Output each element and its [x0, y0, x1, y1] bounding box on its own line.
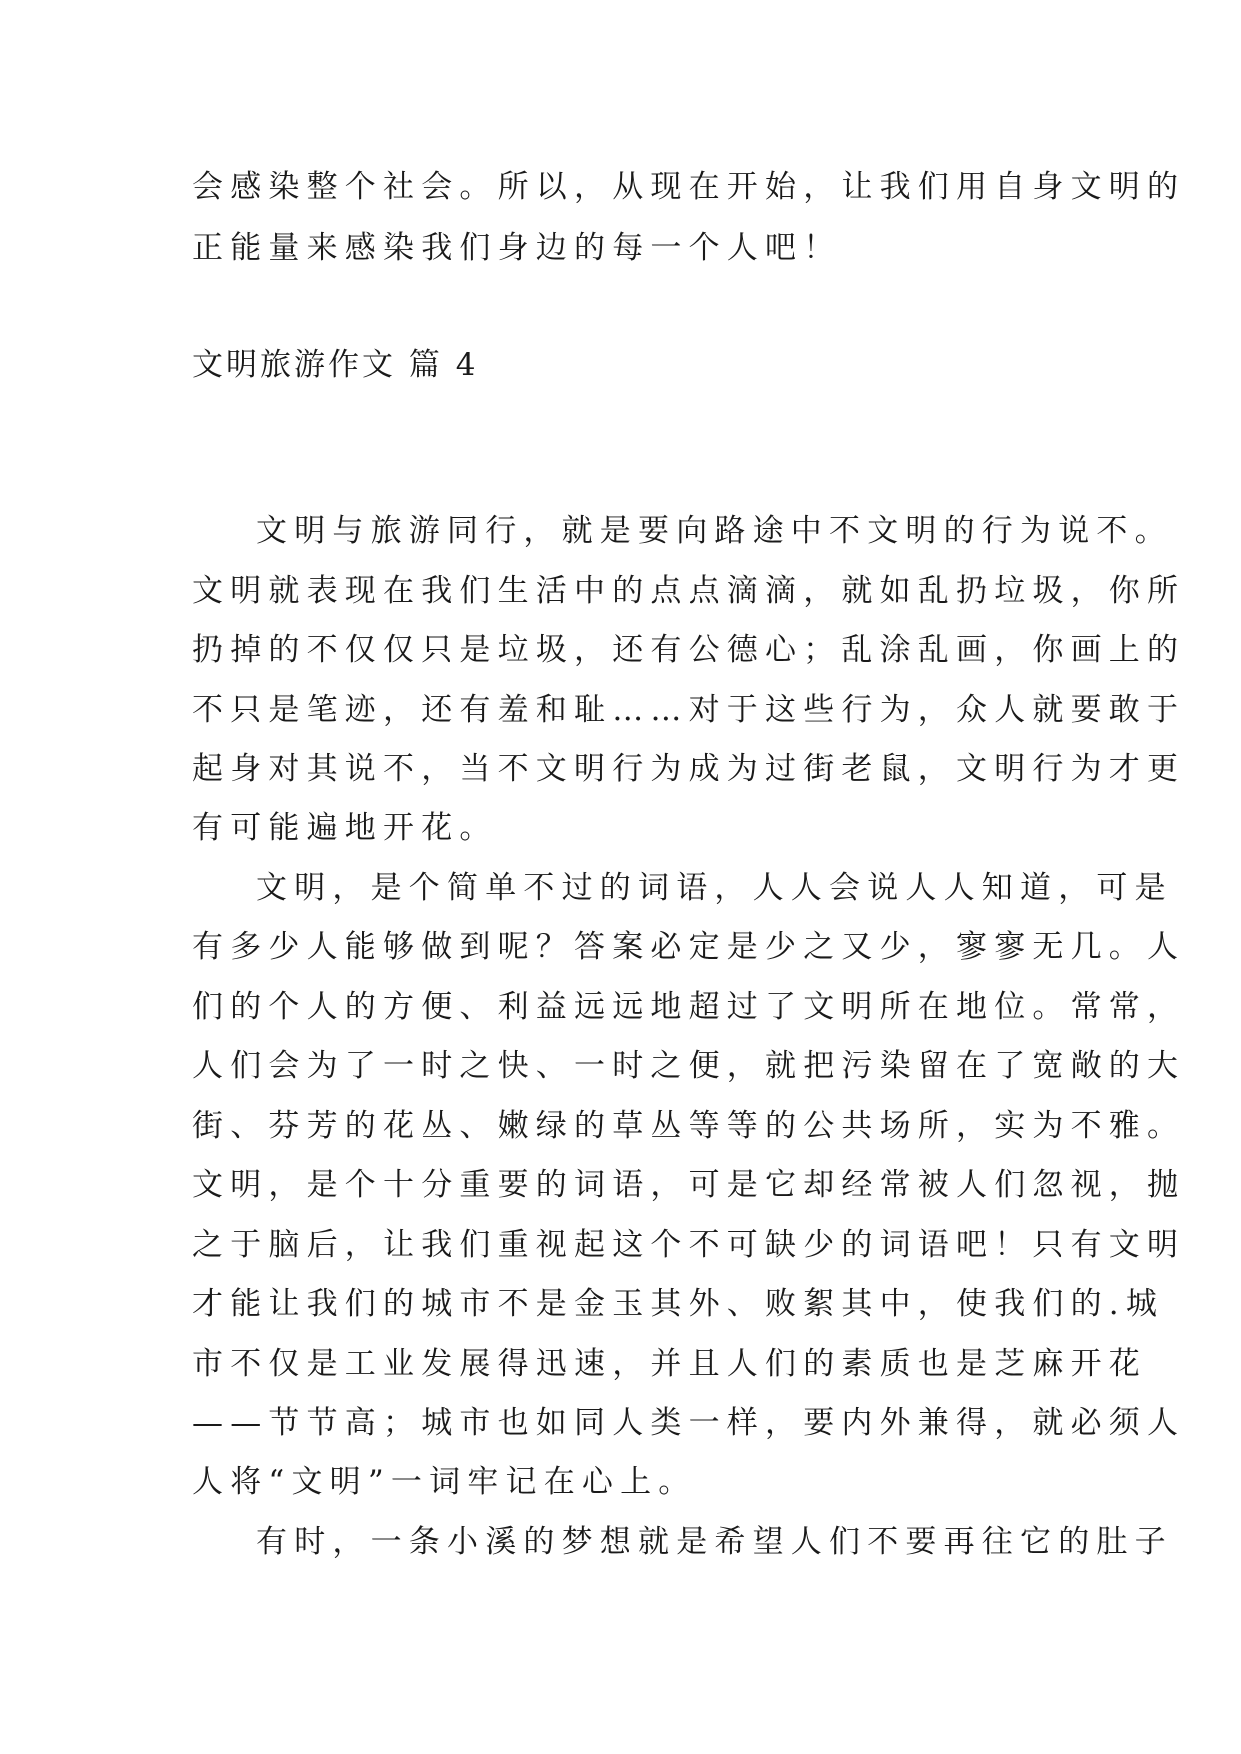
paragraph-line: 有可能遍地开花。 [192, 810, 498, 846]
paragraph-line: 有多少人能够做到呢？答案必定是少之又少，寥寥无几。人 [192, 929, 1186, 965]
paragraph-line: 有时，一条小溪的梦想就是希望人们不要再往它的肚子 [256, 1524, 1173, 1560]
paragraph-line: 们的个人的方便、利益远远地超过了文明所在地位。常常， [192, 989, 1186, 1025]
paragraph-line: 市不仅是工业发展得迅速，并且人们的素质也是芝麻开花 [192, 1346, 1147, 1382]
section-heading: 文明旅游作文 篇 4 [192, 347, 479, 383]
intro-line: 会感染整个社会。所以，从现在开始，让我们用自身文明的 [192, 169, 1186, 205]
paragraph-line: 街、芬芳的花丛、嫩绿的草丛等等的公共场所，实为不雅。 [192, 1108, 1186, 1144]
paragraph-line: 文明，是个简单不过的词语，人人会说人人知道，可是 [256, 870, 1173, 906]
paragraph-line: ——节节高；城市也如同人类一样，要内外兼得，就必须人 [192, 1405, 1186, 1441]
paragraph-line: 文明，是个十分重要的词语，可是它却经常被人们忽视，抛 [192, 1167, 1186, 1203]
paragraph-line: 文明与旅游同行，就是要向路途中不文明的行为说不。 [256, 513, 1173, 549]
paragraph-line: 起身对其说不，当不文明行为成为过街老鼠，文明行为才更 [192, 751, 1186, 787]
paragraph-line: 人将“文明”一词牢记在心上。 [192, 1464, 697, 1500]
paragraph-line: 之于脑后，让我们重视起这个不可缺少的词语吧！只有文明 [192, 1227, 1186, 1263]
paragraph-line: 文明就表现在我们生活中的点点滴滴，就如乱扔垃圾，你所 [192, 573, 1186, 609]
paragraph-line: 才能让我们的城市不是金玉其外、败絮其中，使我们的.城 [192, 1286, 1165, 1322]
intro-line: 正能量来感染我们身边的每一个人吧！ [192, 230, 842, 266]
paragraph-line: 人们会为了一时之快、一时之便，就把污染留在了宽敞的大 [192, 1048, 1186, 1084]
paragraph-line: 扔掉的不仅仅只是垃圾，还有公德心；乱涂乱画，你画上的 [192, 632, 1186, 668]
paragraph-line: 不只是笔迹，还有羞和耻……对于这些行为，众人就要敢于 [192, 692, 1186, 728]
